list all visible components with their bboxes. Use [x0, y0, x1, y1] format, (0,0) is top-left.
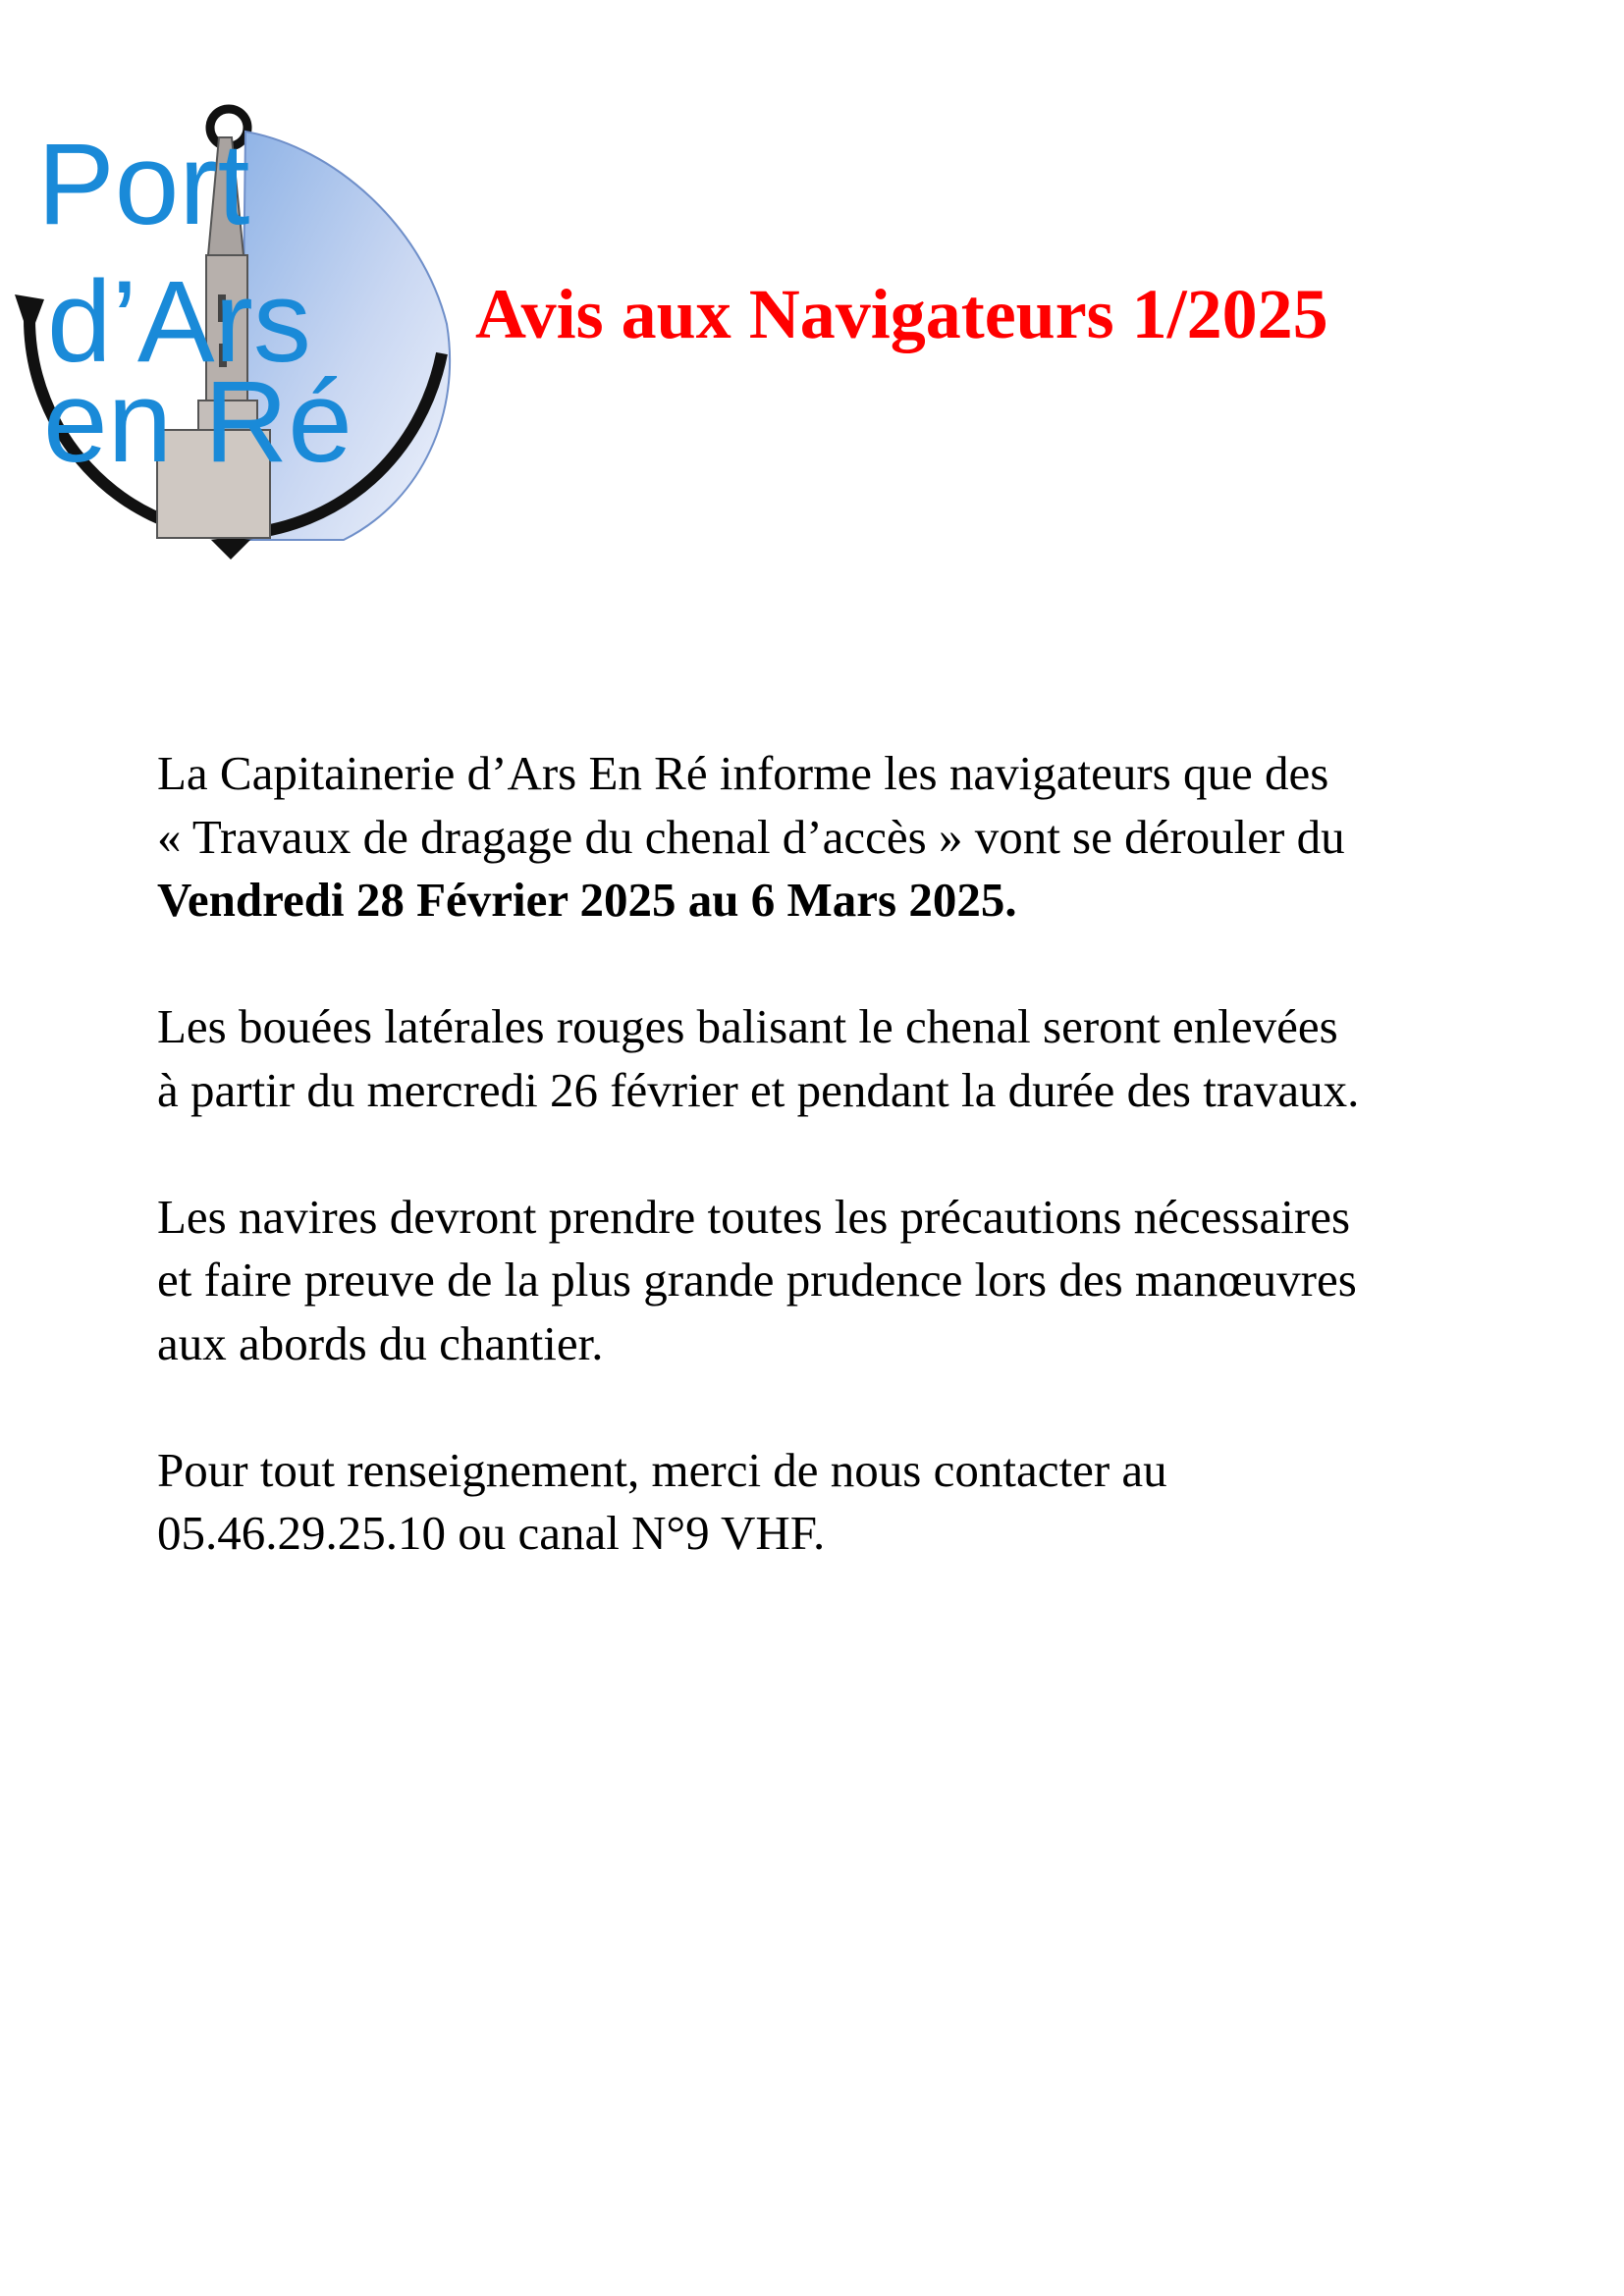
contact-line: 05.46.29.25.10 ou canal N°9 VHF.: [157, 1506, 826, 1560]
text-line: « Travaux de dragage du chenal d’accès » vont se dérouler du: [157, 809, 1345, 864]
text-line: à partir du mercredi 26 février et pendant la durée des travaux.: [157, 1062, 1360, 1117]
paragraph-contact: [157, 1439, 1551, 1566]
notice-title: Avis aux Navigateurs 1/2025: [475, 275, 1328, 353]
paragraph-buoys: [157, 995, 1551, 1122]
text-line: Les bouées latérales rouges balisant le chenal seront enlevées: [157, 999, 1338, 1053]
text-line: Pour tout renseignement, merci de nous contacter au: [157, 1442, 1167, 1497]
text-line: et faire preuve de la plus grande prudence lors des manœuvres: [157, 1253, 1357, 1307]
notice-body: [157, 742, 1551, 1629]
text-line: Les navires devront prendre toutes les précautions nécessaires: [157, 1189, 1351, 1244]
text-line: aux abords du chantier.: [157, 1315, 604, 1370]
text-line: La Capitainerie d’Ars En Ré informe les navigateurs que des: [157, 746, 1329, 800]
port-logo: [10, 98, 452, 564]
dates-line: Vendredi 28 Février 2025 au 6 Mars 2025.: [157, 873, 1017, 927]
paragraph-precautions: [157, 1186, 1551, 1376]
svg-text:Port: Port: [37, 120, 250, 249]
svg-text:d’Ars: d’Ars: [47, 257, 311, 387]
svg-text:en Ré: en Ré: [43, 357, 352, 487]
paragraph-intro: [157, 742, 1551, 933]
